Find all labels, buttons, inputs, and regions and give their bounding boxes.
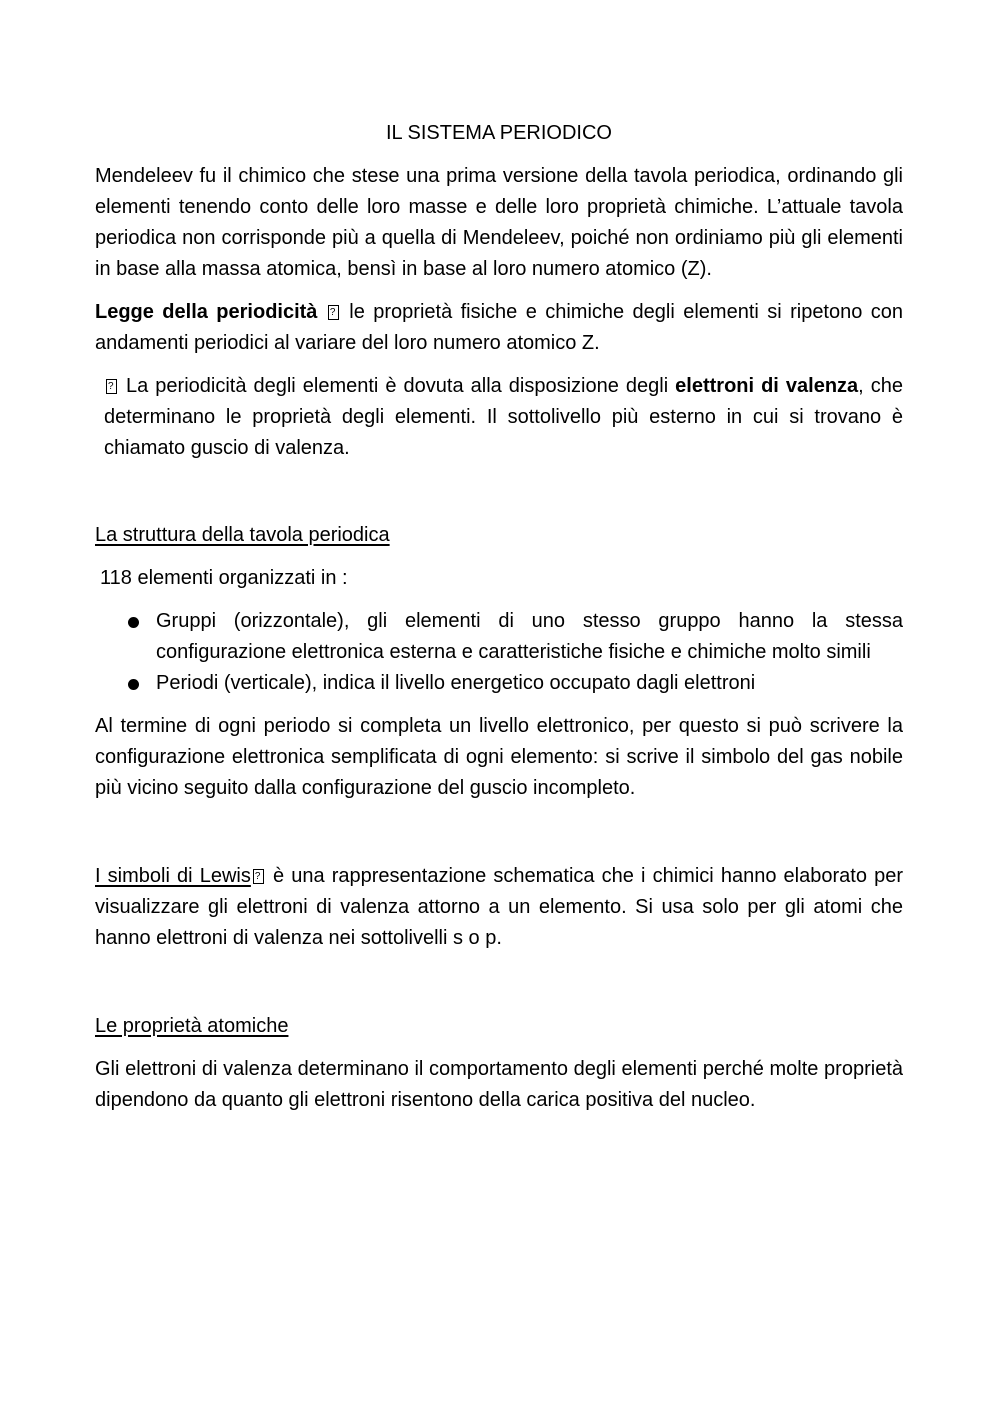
bullet-icon [128,679,139,690]
list-item [95,668,903,699]
valence-text-before: La periodicità degli elementi è dovuta alla disposizione degli [126,375,669,397]
missing-glyph-icon [106,379,117,394]
lewis-term: I simboli di Lewis [95,865,251,887]
intro-paragraph: Mendeleev fu il chimico che stese una prima versione della tavola periodica, ordinando gli elementi tenendo conto delle loro masse e delle loro proprietà chimiche. L’attuale tavola periodica non corrisponde più a quella di Mendeleev, poiché non ordiniamo più gli elementi in base alla massa atomica, bensì in base al loro numero atomico (Z). [95,165,903,280]
list-item-text: Gruppi (orizzontale), gli elementi di uno stesso gruppo hanno la stessa configurazione elettronica esterna e caratteristiche fisiche e chimiche molto simili [156,610,903,663]
bullet-icon [128,617,139,628]
structure-lead: 118 elementi organizzati in : [100,567,348,589]
valence-paragraph [95,371,903,464]
atomic-heading-line [95,1011,903,1042]
lewis-text: è una rappresentazione schematica che i chimici hanno elaborato per visualizzare gli elettroni di valenza attorno a un elemento. Si usa solo per gli atomi che hanno elettroni di valenza nei sottolivelli s o p. [95,865,903,949]
atomic-heading: Le proprietà atomiche [95,1015,289,1037]
structure-heading: La struttura della tavola periodica [95,524,390,546]
law-term: Legge della periodicità [95,301,318,323]
page-title: IL SISTEMA PERIODICO [386,122,612,144]
law-text: le proprietà fisiche e chimiche degli elementi si ripetono con andamenti periodici al variare del loro numero atomico Z. [95,301,904,354]
list-item-text: Periodi (verticale), indica il livello energetico occupato dagli elettroni [156,672,756,694]
list-item [95,606,903,668]
atomic-paragraph: Gli elettroni di valenza determinano il comportamento degli elementi perché molte proprietà dipendono da quanto gli elettroni risentono della carica positiva del nucleo. [95,1058,903,1111]
lewis-paragraph [95,861,903,954]
structure-closing-paragraph: Al termine di ogni periodo si completa un livello elettronico, per questo si può scrivere la configurazione elettronica semplificata di ogni elemento: si scrive il simbolo del gas nobile più vicino seguito dalla configurazione del guscio incompleto. [95,715,903,799]
missing-glyph-icon [253,869,264,884]
missing-glyph-icon [328,305,339,320]
document-body [95,118,903,1116]
structure-list [95,606,903,699]
valence-term: elettroni di valenza [675,375,859,397]
structure-heading-line [95,520,903,551]
law-paragraph [95,297,903,359]
valence-text-after: , che determinano le proprietà degli elementi. Il sottolivello più esterno in cui si trovano è chiamato guscio di valenza. [104,375,904,459]
